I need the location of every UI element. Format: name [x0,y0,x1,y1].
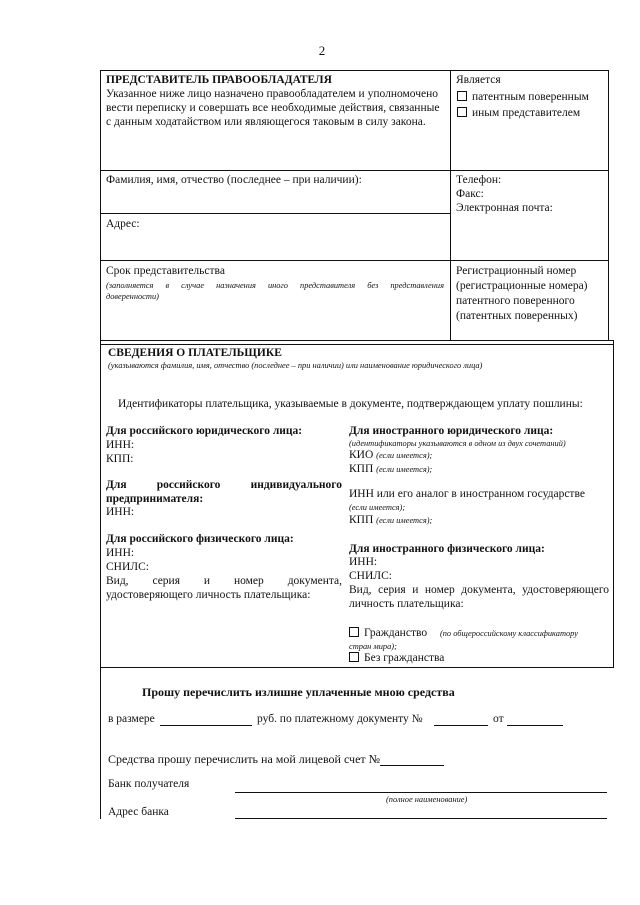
payer-heading: СВЕДЕНИЯ О ПЛАТЕЛЬЩИКЕ [108,347,282,359]
ru-legal-title: Для российского юридического лица: [106,425,303,437]
option-patent-attorney-label: патентным поверенным [472,91,589,103]
term-note-2: доверенности) [106,292,159,301]
foreign-legal-inn-analog-note: (если имеется); [349,503,406,512]
foreign-legal-inn-analog: ИНН или его аналог в иностранном государстве [349,488,585,500]
reg-number-1: Регистрационный номер [456,265,577,277]
representative-heading: ПРЕДСТАВИТЕЛЬ ПРАВООБЛАДАТЕЛЯ [106,74,332,86]
phone-label: Телефон: [456,174,502,186]
no-citizenship-label: Без гражданства [364,652,445,664]
kpp-label: КПП [349,463,374,475]
ru-ip-inn: ИНН: [106,506,135,518]
ru-legal-inn: ИНН: [106,439,135,451]
identifiers-text: Идентификаторы плательщика, указываемые в документе, подтверждающем уплату пошлины: [118,398,583,410]
amount-prefix: в размере [108,713,155,725]
row-line-6 [100,667,614,668]
foreign-person-inn: ИНН: [349,556,378,568]
payer-heading-note: (указываются фамилия, имя, отчество (последнее – при наличии) или наименование юридического лица) [108,361,483,370]
page-number: 2 [318,43,326,58]
payment-date-field[interactable] [507,725,563,726]
reg-number-3: патентного поверенного [456,295,575,307]
full-name-label: Фамилия, имя, отчество (последнее – при наличии): [106,174,362,186]
kpp2-label: КПП [349,514,374,526]
kpp-note: (если имеется); [376,465,433,474]
checkbox-icon[interactable] [457,107,467,117]
reg-number-4: (патентных поверенных) [456,310,578,322]
foreign-person-doc-2: личность плательщика: [349,598,464,610]
option-other-representative[interactable] [457,107,580,119]
kio-note: (если имеется); [376,451,433,460]
ru-person-doc-2: удостоверяющего личность плательщика: [106,589,311,601]
kio-label: КИО [349,449,374,461]
is-label: Является [456,74,501,86]
bank-address-label: Адрес банка [108,806,169,818]
representative-text-2: вести переписку и совершать все необходимые действия, связанные [106,102,440,114]
row-line-1 [100,170,609,171]
amount-field[interactable] [160,725,252,726]
foreign-person-snils: СНИЛС: [349,570,392,582]
option-patent-attorney[interactable] [457,91,589,103]
option-no-citizenship[interactable] [349,652,444,664]
account-number-field[interactable] [380,765,444,766]
row-line-4 [100,340,614,341]
payment-doc-number-field[interactable] [434,725,488,726]
term-label: Срок представительства [106,265,225,277]
reg-number-2: (регистрационные номера) [456,280,588,292]
ru-person-doc-1: Вид, серия и номер документа, [106,575,342,587]
foreign-legal-title: Для иностранного юридического лица: [349,425,554,437]
representative-text-3: с данным ходатайством или являющегося таковым в силу закона. [106,116,426,128]
email-label: Электронная почта: [456,202,553,214]
amount-mid: руб. по платежному документу № [257,713,423,725]
col-divider [450,70,451,340]
refund-heading: Прошу перечислить излишне уплаченные мною средства [142,685,455,699]
ru-person-snils: СНИЛС: [106,561,149,573]
ru-person-title: Для российского физического лица: [106,533,294,545]
citizenship-note-1: (по общероссийскому классификатору [439,629,578,638]
foreign-person-title: Для иностранного физического лица: [349,543,545,555]
term-note-1: (заполняется в случае назначения иного представителя без представления [106,281,444,290]
checkbox-icon[interactable] [349,627,359,637]
bank-label: Банк получателя [108,778,190,790]
row-line-3 [100,260,609,261]
ru-legal-kpp: КПП: [106,453,134,465]
bank-address-field[interactable] [235,818,607,819]
option-citizenship[interactable] [349,627,611,639]
foreign-legal-note: (идентификаторы указываются в одном из двух сочетаний) [349,439,566,448]
kpp2-note: (если имеется); [376,516,433,525]
address-label: Адрес: [106,218,140,230]
frame-right-lower [613,340,614,668]
ru-person-inn: ИНН: [106,547,135,559]
frame-left [100,70,101,819]
fax-label: Факс: [456,188,484,200]
account-text: Средства прошу перечислить на мой лицевой счет № [108,752,381,766]
citizenship-note-2: стран мира); [349,642,397,651]
row-line-2 [100,213,450,214]
ru-ip-title-1: Для российского индивидуального [106,479,342,491]
foreign-person-doc-1: Вид, серия и номер документа, удостоверяющего [349,584,609,596]
bank-name-field[interactable] [235,792,607,793]
checkbox-icon[interactable] [349,652,359,662]
bank-note: (полное наименование) [386,795,468,804]
foreign-legal-kpp2 [349,514,432,526]
ru-ip-title-2: предпринимателя: [106,493,204,505]
frame-right-upper [608,70,609,340]
row-line-5 [100,344,614,345]
citizenship-label: Гражданство [364,627,428,639]
foreign-legal-kio [349,449,432,461]
foreign-legal-kpp [349,463,432,475]
representative-text-1: Указанное ниже лицо назначено правообладателем и уполномочено [106,88,439,100]
frame-top [100,70,609,71]
from-label: от [493,713,504,725]
option-other-representative-label: иным представителем [472,107,581,119]
checkbox-icon[interactable] [457,91,467,101]
